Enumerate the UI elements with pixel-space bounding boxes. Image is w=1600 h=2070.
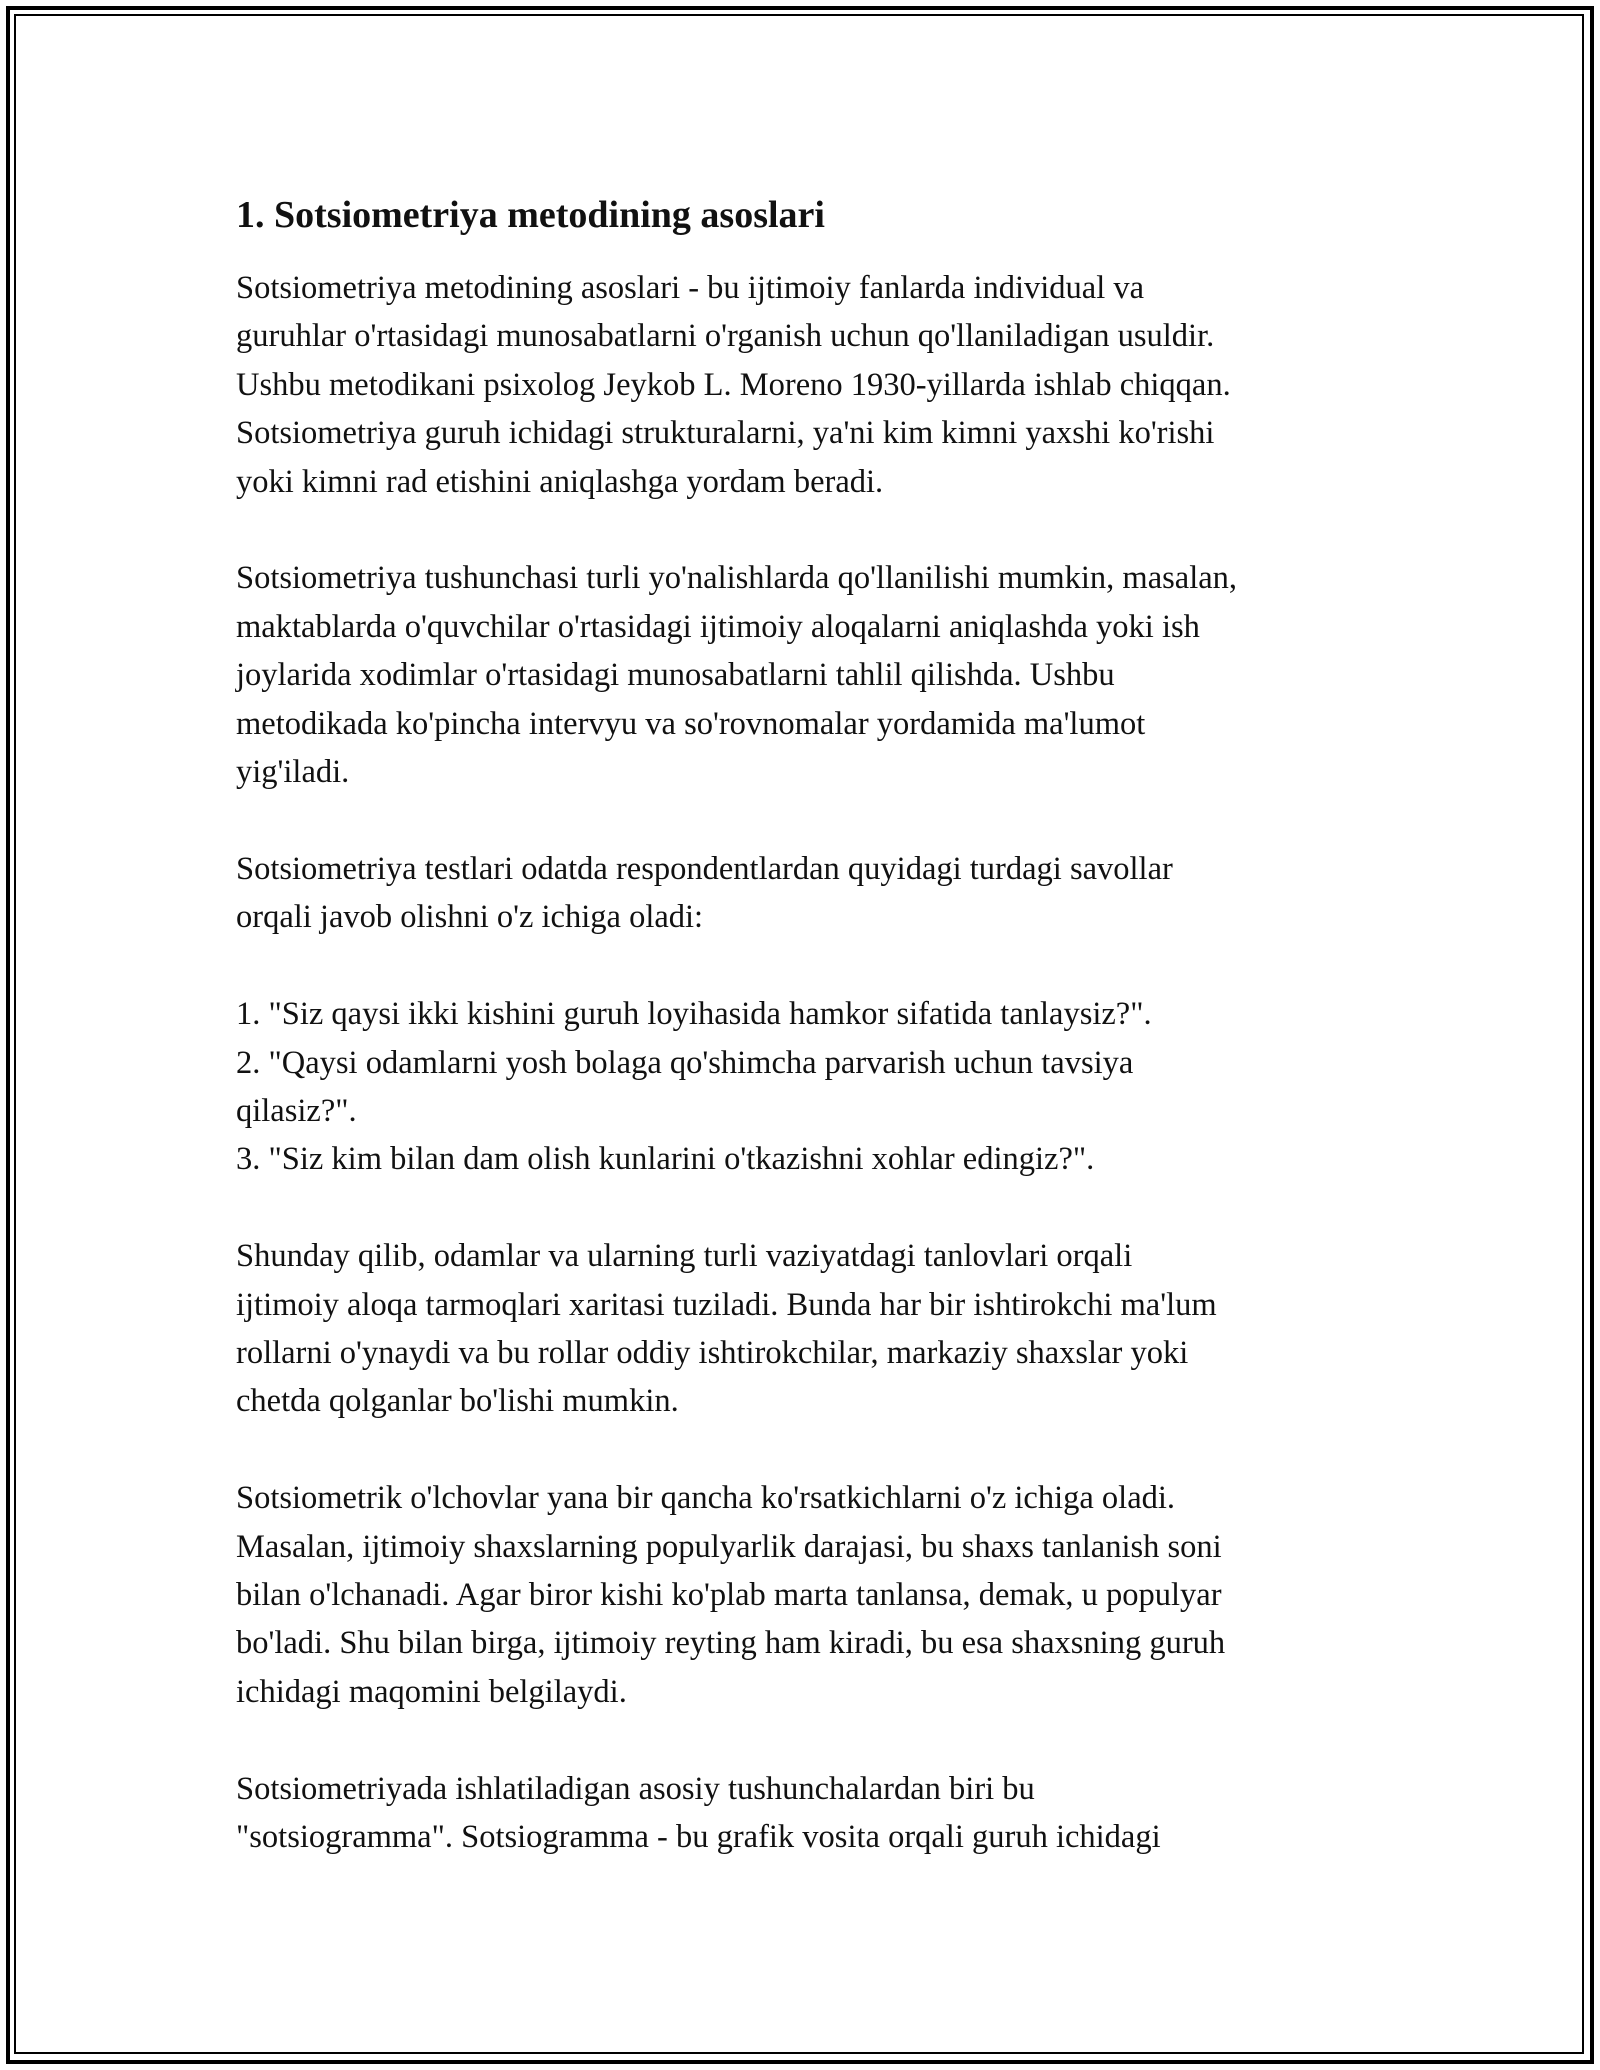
document-page xyxy=(236,188,1396,1861)
document-body-text: Sotsiometriya metodining asoslari - bu ijtimoiy fanlarda individual va guruhlar o'rtasidagi munosabatlarni o'rganish uchun qo'llaniladigan usuldir. Ushbu metodikani psixolog Jeykob L. Moreno 1930-yillarda ishlab chiqqan. Sotsiometriya guruh ichidagi strukturalarni, ya'ni kim kimni yaxshi ko'rishi yoki kimni rad etishini aniqlashga yordam beradi. Sotsiometriya tushunchasi turli yo'nalishlarda qo'llanilishi mumkin, masalan, maktablarda o'quvchilar o'rtasidagi ijtimoiy aloqalarni aniqlashda yoki ish joylarida xodimlar o'rtasidagi munosabatlarni tahlil qilishda. Ushbu metodikada ko'pincha intervyu va so'rovnomalar yordamida ma'lumot yig'iladi. Sotsiometriya testlari odatda respondentlardan quyidagi turdagi savollar orqali javob olishni o'z ichiga oladi: 1. "Siz qaysi ikki kishini guruh loyihasida hamkor sifatida tanlaysiz?". 2. "Qaysi odamlarni yosh bolaga qo'shimcha parvarish uchun tavsiya qilasiz?". 3. "Siz kim bilan dam olish kunlarini o'tkazishni xohlar edingiz?". Shunday qilib, odamlar va ularning turli vaziyatdagi tanlovlari orqali ijtimoiy aloqa tarmoqlari xaritasi tuziladi. Bunda har bir ishtirokchi ma'lum rollarni o'ynaydi va bu rollar oddiy ishtirokchilar, markaziy shaxslar yoki chetda qolganlar bo'lishi mumkin. Sotsiometrik o'lchovlar yana bir qancha ko'rsatkichlarni o'z ichiga oladi. Masalan, ijtimoiy shaxslarning populyarlik darajasi, bu shaxs tanlanish soni bilan o'lchanadi. Agar biror kishi ko'plab marta tanlansa, demak, u populyar bo'ladi. Shu bilan birga, ijtimoiy reyting ham kiradi, bu esa shaxsning guruh ichidagi maqomini belgilaydi. Sotsiometriyada ishlatiladigan asosiy tushunchalardan biri bu "sotsiogramma". Sotsiogramma - bu grafik vosita orqali guruh ichidagi xyxy=(236,270,1238,1855)
section-title: 1. Sotsiometriya metodining asoslari xyxy=(236,194,825,236)
